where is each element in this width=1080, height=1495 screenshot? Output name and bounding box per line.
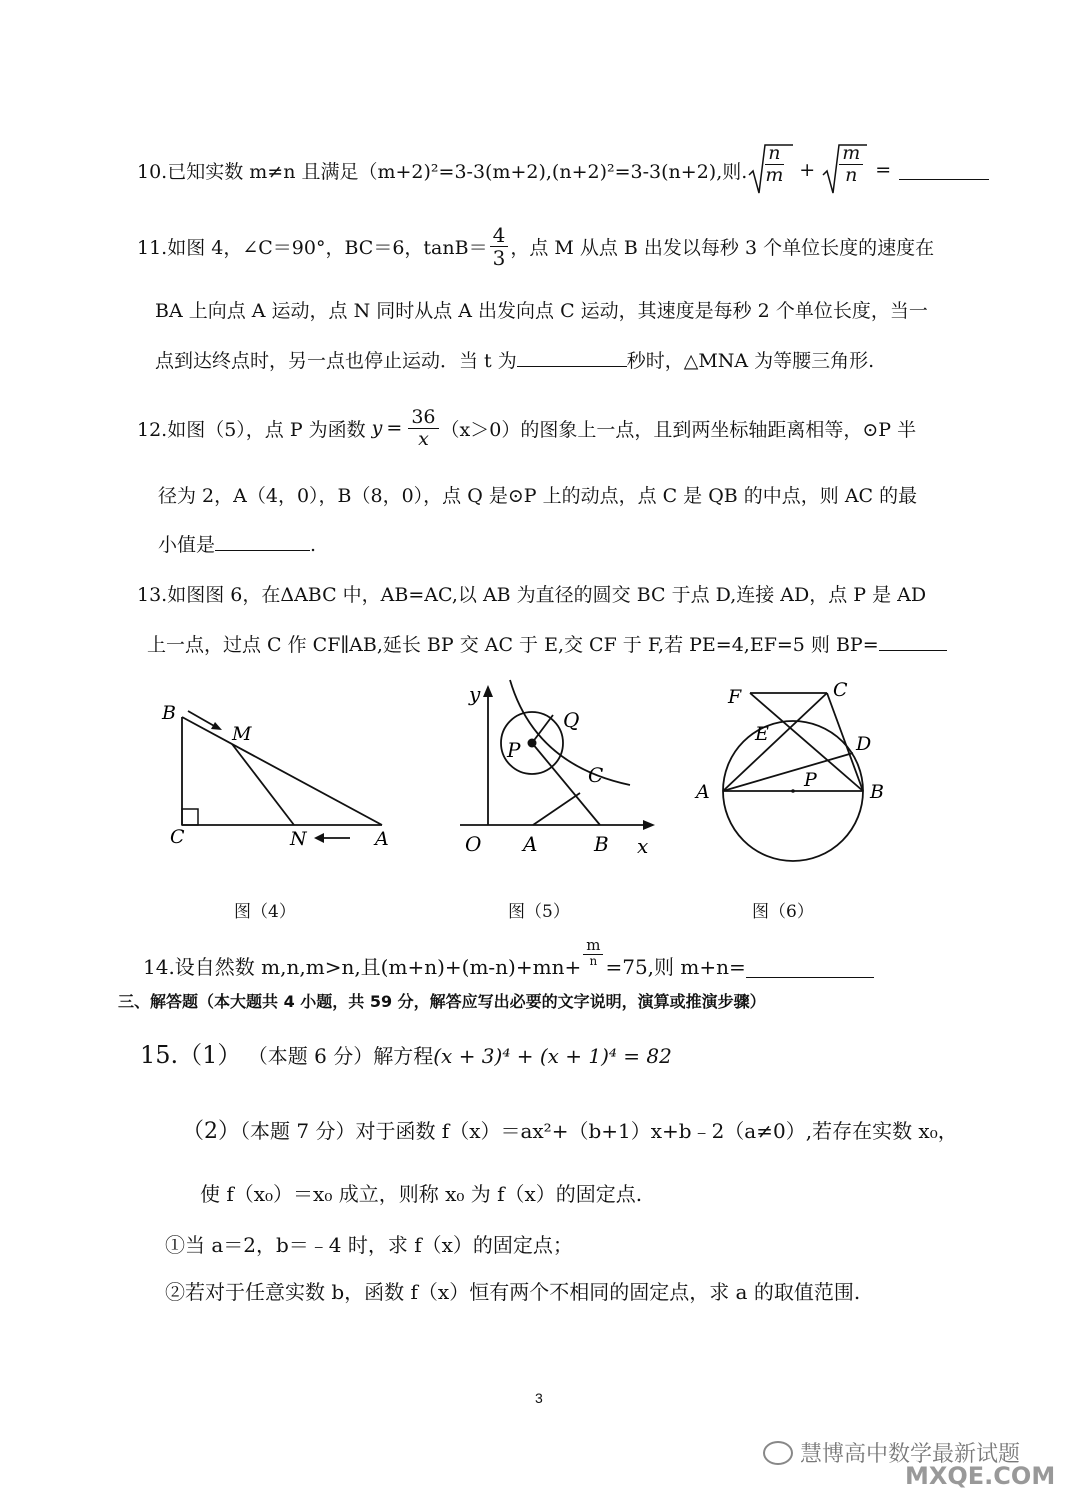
q12-frac-num: 36 bbox=[408, 407, 438, 429]
fig6-caption: 图（6） bbox=[752, 902, 814, 922]
q11-text-3b: 秒时，△MNA 为等腰三角形. bbox=[626, 350, 875, 372]
fig6-label-A: A bbox=[696, 781, 710, 803]
q11-line2: BA 上向点 A 运动，点 N 同时从点 A 出发向点 C 运动，其速度是每秒 2 个单位长度，当一 bbox=[155, 300, 928, 322]
q15-part2-line1 bbox=[182, 1114, 958, 1145]
watermark-site: MXQE.COM bbox=[905, 1462, 1056, 1490]
fig5-label-O: O bbox=[465, 832, 482, 856]
q12-line2: 径为 2，A（4，0），B（8，0），点 Q 是⊙P 上的动点，点 C 是 QB 的中点，则 AC 的最 bbox=[158, 485, 918, 507]
fig6-label-C: C bbox=[833, 679, 848, 701]
figure-6 bbox=[690, 678, 900, 868]
fig5-label-B: B bbox=[594, 832, 609, 856]
page-number: 3 bbox=[535, 1390, 543, 1406]
fig5-label-y: y bbox=[469, 682, 481, 706]
fig4-caption: 图（4） bbox=[234, 902, 296, 922]
q10-plus: + bbox=[799, 159, 816, 181]
q15-part1 bbox=[140, 1035, 672, 1070]
q14-frac-num: m bbox=[583, 937, 603, 955]
q12-text-b: （x＞0）的图象上一点，且到两坐标轴距离相等，⊙P 半 bbox=[440, 418, 917, 441]
q10-frac2-num: m bbox=[839, 143, 863, 165]
q10-frac2-den: n bbox=[845, 163, 858, 186]
q15-p2-text: （本题 7 分）对于函数 f（x）＝ax²+（b+1）x+b﹣2（a≠0）,若存在实数 x₀， bbox=[240, 1119, 958, 1143]
q12-text-3b: . bbox=[310, 534, 317, 556]
fig5-label-Q: Q bbox=[563, 708, 580, 732]
q14-frac-den: n bbox=[589, 953, 598, 968]
q12-text-3a: 小值是 bbox=[158, 534, 216, 556]
q12-y: y bbox=[371, 417, 383, 439]
q13-answer-blank[interactable] bbox=[879, 631, 947, 651]
q10-sqrt-2 bbox=[821, 143, 867, 197]
q12-text-a: 12.如图（5），点 P 为函数 bbox=[137, 418, 366, 441]
q11-text-b: ，点 M 从点 B 出发以每秒 3 个单位长度的速度在 bbox=[510, 236, 935, 259]
fig5-label-x: x bbox=[637, 834, 649, 858]
q14-answer-blank[interactable] bbox=[746, 957, 874, 978]
q11-line1 bbox=[137, 222, 934, 270]
q11-text-a: 11.如图 4，∠C＝90°，BC＝6，tanB＝ bbox=[137, 236, 488, 259]
q10-frac1-den: m bbox=[765, 163, 784, 186]
q12-frac-den: x bbox=[418, 427, 429, 450]
wechat-icon bbox=[763, 1441, 793, 1465]
fig4-label-M: M bbox=[232, 723, 252, 745]
fig6-label-D: D bbox=[856, 733, 872, 755]
fig5-label-A: A bbox=[523, 832, 538, 856]
figure-4 bbox=[150, 695, 410, 860]
q12-answer-blank[interactable] bbox=[215, 531, 310, 551]
q11-line3 bbox=[155, 346, 874, 373]
fig4-label-B: B bbox=[162, 702, 176, 724]
q14-line bbox=[143, 930, 874, 982]
q13-line2 bbox=[147, 630, 947, 657]
figure-5 bbox=[455, 675, 670, 860]
fig5-caption: 图（5） bbox=[508, 902, 570, 922]
fig6-label-F: F bbox=[728, 686, 742, 708]
q12-line1 bbox=[137, 402, 916, 454]
q11-text-3a: 点到达终点时，另一点也停止运动．当 t 为 bbox=[155, 350, 517, 372]
q15-p1-label: 15.（1） bbox=[140, 1041, 242, 1069]
q11-frac-den: 3 bbox=[492, 245, 506, 270]
q15-part2-line2: 使 f（x₀）＝x₀ 成立，则称 x₀ 为 f（x）的固定点. bbox=[200, 1182, 643, 1206]
fig6-label-B: B bbox=[870, 781, 884, 803]
q10-sqrt-1 bbox=[747, 143, 793, 197]
q12-line3 bbox=[158, 530, 316, 557]
fig4-label-C: C bbox=[170, 826, 185, 848]
q12-eq: = bbox=[386, 417, 403, 439]
section-3-heading: 三、解答题（本大题共 4 小题，共 59 分，解答应写出必要的文字说明，演算或推演步骤） bbox=[118, 992, 766, 1011]
q11-frac-num: 4 bbox=[490, 224, 509, 247]
q10-eq: = bbox=[875, 159, 892, 181]
q15-p2-label: （2） bbox=[182, 1119, 240, 1144]
q15-part2-item2: ②若对于任意实数 b，函数 f（x）恒有两个不相同的固定点，求 a 的取值范围. bbox=[165, 1280, 861, 1304]
q10-prefix: 10.已知实数 m≠n 且满足（m+2)²=3-3(m+2),(n+2)²=3-3(n+2),则. bbox=[137, 160, 748, 183]
fig4-label-A: A bbox=[375, 828, 389, 850]
q15-part2-item1: ①当 a＝2，b＝﹣4 时，求 f（x）的固定点； bbox=[165, 1233, 573, 1257]
fig6-label-E: E bbox=[755, 723, 769, 745]
fig4-label-N: N bbox=[290, 828, 307, 850]
fig5-label-P: P bbox=[507, 738, 521, 762]
q10-line bbox=[137, 142, 989, 195]
q14-text-b: =75,则 m+n= bbox=[605, 955, 746, 979]
q13-line1: 13.如图图 6，在ΔABC 中，AB=AC,以 AB 为直径的圆交 BC 于点 D,连接 AD，点 P 是 AD bbox=[137, 584, 927, 606]
fig5-label-C: C bbox=[588, 763, 604, 787]
q15-p1-text: （本题 6 分）解方程 bbox=[247, 1044, 434, 1068]
watermark-text: 慧博高中数学最新试题 bbox=[800, 1442, 1021, 1467]
q14-text-a: 14.设自然数 m,n,m>n,且(m+n)+(m-n)+mn+ bbox=[143, 955, 582, 979]
q10-answer-blank[interactable] bbox=[899, 160, 989, 180]
q11-answer-blank[interactable] bbox=[517, 347, 627, 367]
q13-text-2: 上一点，过点 C 作 CF∥AB,延长 BP 交 AC 于 E,交 CF 于 F,若 PE=4,EF=5 则 BP= bbox=[147, 634, 879, 656]
q15-p1-eq: (x + 3)⁴ + (x + 1)⁴ = 82 bbox=[433, 1044, 672, 1068]
q10-frac1-num: n bbox=[765, 143, 783, 165]
fig6-label-P: P bbox=[804, 769, 817, 791]
